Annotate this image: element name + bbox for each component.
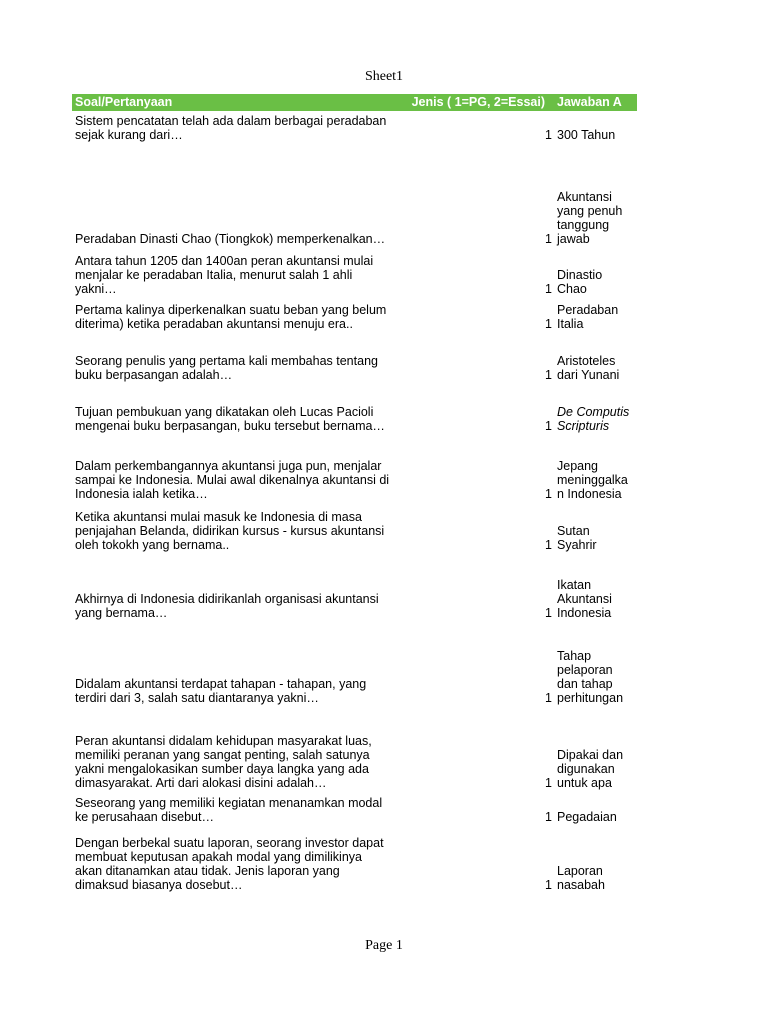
question-cell: Tujuan pembukuan yang dikatakan oleh Lucas Pacioli mengenai buku berpasangan, buku tersebut bernama… [75, 405, 385, 433]
table-row [72, 648, 637, 705]
question-cell: Peran akuntansi didalam kehidupan masyarakat luas, memiliki peranan yang sangat penting, salah satunya yakni mengalokasikan sumber daya langka yang ada dimasyarakat. Arti dari alokasi disini adalah… [75, 734, 372, 790]
header-question: Soal/Pertanyaan [75, 95, 173, 109]
type-cell: 1 [545, 128, 552, 142]
table-row [72, 353, 637, 382]
type-cell: 1 [545, 282, 552, 296]
question-cell: Sistem pencatatan telah ada dalam berbagai peradaban sejak kurang dari… [75, 114, 387, 142]
question-cell: Peradaban Dinasti Chao (Tiongkok) memperkenalkan… [75, 232, 386, 246]
question-cell: Didalam akuntansi terdapat tahapan - tahapan, yang terdiri dari 3, salah satu diantaranya yakni… [75, 677, 367, 705]
answer-cell: Pegadaian [557, 810, 617, 824]
type-cell: 1 [545, 317, 552, 331]
type-cell: 1 [545, 691, 552, 705]
type-cell: 1 [545, 419, 552, 433]
page-number: Page 1 [365, 938, 403, 953]
type-cell: 1 [545, 487, 552, 501]
table-row [72, 302, 637, 331]
table-header [72, 94, 637, 111]
type-cell: 1 [545, 368, 552, 382]
answer-cell: Akuntansi yang penuh tanggung jawab [557, 190, 623, 246]
sheet-title: Sheet1 [364, 69, 404, 84]
table-row [72, 254, 637, 296]
table-row [72, 796, 637, 824]
answer-cell: De Computis Scripturis [557, 405, 630, 433]
table-row [72, 577, 637, 620]
question-cell: Ketika akuntansi mulai masuk ke Indonesia di masa penjajahan Belanda, didirikan kursus - kursus akuntansi oleh tokokh yang bernama.. [75, 510, 385, 552]
header-type: Jenis ( 1=PG, 2=Essai) [411, 95, 545, 109]
header-answer: Jawaban A [557, 95, 622, 109]
question-cell: Dalam perkembangannya akuntansi juga pun, menjalar sampai ke Indonesia. Mulai awal dikenalnya akuntansi di Indonesia ialah ketika… [75, 459, 390, 501]
type-cell: 1 [545, 606, 552, 620]
answer-cell: 300 Tahun [557, 128, 616, 142]
table-row [72, 733, 637, 790]
type-cell: 1 [545, 810, 552, 824]
type-cell: 1 [545, 878, 552, 892]
question-cell: Seseorang yang memiliki kegiatan menanamkan modal ke perusahaan disebut… [75, 796, 383, 824]
table-row [72, 509, 637, 552]
question-cell: Dengan berbekal suatu laporan, seorang investor dapat membuat keputusan apakah modal yang dimilikinya akan ditanamkan atau tidak. Jenis laporan yang dimaksud biasanya dosebut… [75, 836, 384, 892]
answer-cell: Laporan nasabah [557, 864, 605, 892]
type-cell: 1 [545, 776, 552, 790]
question-cell: Seorang penulis yang pertama kali membahas tentang buku berpasangan adalah… [75, 354, 378, 382]
answer-cell: Tahap pelaporan dan tahap perhitungan [557, 649, 624, 705]
table-row [72, 404, 637, 433]
answer-cell: Aristoteles dari Yunani [557, 354, 620, 382]
type-cell: 1 [545, 538, 552, 552]
question-cell: Antara tahun 1205 dan 1400an peran akuntansi mulai menjalar ke peradaban Italia, menurut salah 1 ahli yakni… [75, 254, 374, 296]
answer-cell: Dipakai dan digunakan untuk apa [557, 748, 624, 790]
table-row [72, 188, 637, 246]
answer-cell: Sutan Syahrir [557, 524, 597, 552]
type-cell: 1 [545, 232, 552, 246]
answer-cell: Ikatan Akuntansi Indonesia [557, 578, 612, 620]
question-cell: Pertama kalinya diperkenalkan suatu beban yang belum diterima) ketika peradaban akuntansi menuju era.. [75, 303, 387, 331]
answer-cell: Dinastio Chao [557, 268, 603, 296]
table-row [72, 114, 637, 142]
answer-cell: Jepang meninggalka n Indonesia [557, 459, 628, 501]
table-row [72, 836, 637, 892]
table-row [72, 458, 637, 501]
answer-cell: Peradaban Italia [557, 303, 619, 331]
question-cell: Akhirnya di Indonesia didirikanlah organisasi akuntansi yang bernama… [75, 592, 379, 620]
